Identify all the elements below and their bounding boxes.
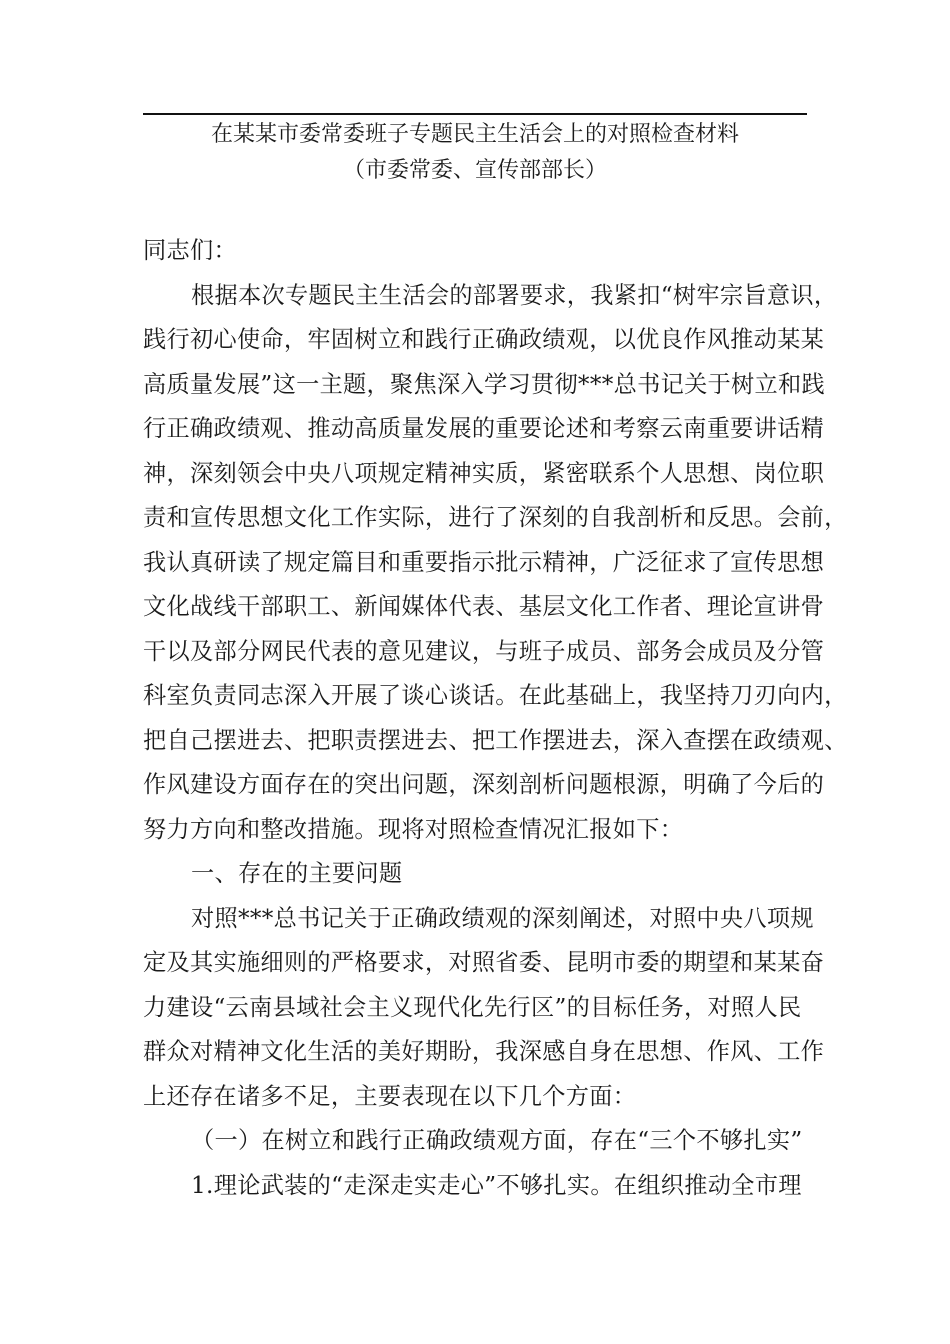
paragraph-line: 群众对精神文化生活的美好期盼，我深感自身在思想、作风、工作 [143,1038,825,1065]
paragraph-line: 定及其实施细则的严格要求，对照省委、昆明市委的期望和某某奋 [143,949,825,976]
paragraph-line: 科室负责同志深入开展了谈心谈话。在此基础上，我坚持刀刃向内， [143,682,848,709]
document-subtitle: （市委常委、宣传部部长） [342,158,607,183]
section-heading: 一、存在的主要问题 [191,860,403,887]
paragraph-line: 把自己摆进去、把职责摆进去、把工作摆进去，深入查摆在政绩观、 [143,726,848,754]
paragraph-line: 践行初心使命，牢固树立和践行正确政绩观，以优良作风推动某某 [143,326,825,353]
paragraph-line: 根据本次专题民主生活会的部署要求，我紧扣“树牢宗旨意识， [191,281,838,309]
salutation: 同志们： [143,237,237,264]
paragraph-line: 行正确政绩观、推动高质量发展的重要论述和考察云南重要讲话精 [143,415,825,442]
paragraph-line: 高质量发展”这一主题，聚焦深入学习贯彻***总书记关于树立和践 [143,370,825,398]
header-rule [143,113,807,115]
paragraph-line: 文化战线干部职工、新闻媒体代表、基层文化工作者、理论宣讲骨 [143,593,825,620]
paragraph-line: 努力方向和整改措施。现将对照检查情况汇报如下： [143,815,684,843]
paragraph-line: 责和宣传思想文化工作实际，进行了深刻的自我剖析和反思。会前， [143,504,848,531]
paragraph-line: 上还存在诸多不足，主要表现在以下几个方面： [143,1082,637,1110]
paragraph-line: 神，深刻领会中央八项规定精神实质，紧密联系个人思想、岗位职 [143,459,825,487]
numbered-item: 1.理论武装的“走深走实走心”不够扎实。在组织推动全市理 [191,1171,802,1199]
paragraph-line: 作风建设方面存在的突出问题，深刻剖析问题根源，明确了今后的 [143,771,825,798]
paragraph-line: 干以及部分网民代表的意见建议，与班子成员、部务会成员及分管 [143,637,825,665]
paragraph-line: 力建设“云南县域社会主义现代化先行区”的目标任务，对照人民 [143,993,802,1021]
paragraph-line: 我认真研读了规定篇目和重要指示批示精神，广泛征求了宣传思想 [143,548,825,576]
document-body [143,229,848,1208]
subsection-heading: （一）在树立和践行正确政绩观方面，存在“三个不够扎实” [191,1127,803,1154]
paragraph-line: 对照***总书记关于正确政绩观的深刻阐述，对照中央八项规 [191,904,814,932]
document-title: 在某某市委常委班子专题民主生活会上的对照检查材料 [210,122,739,147]
